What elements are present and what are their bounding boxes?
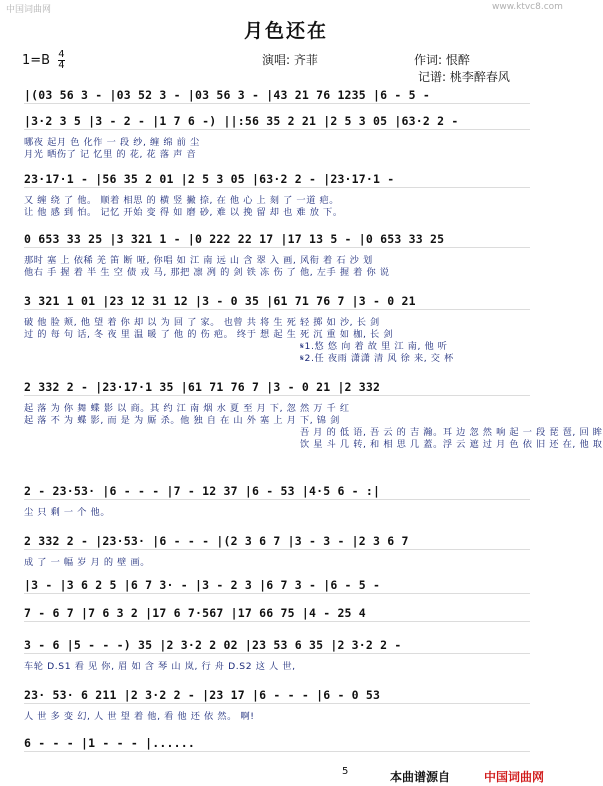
transcriber: 记谱: 桃李醉春风 [418, 70, 510, 84]
lyric-line: 尘 只 剩 一 个 他。 [24, 507, 111, 518]
watermark-right: www.ktvc8.com [492, 2, 563, 12]
page-number: 5 [342, 766, 349, 777]
lyric-line: 又 缠 绕 了 他。 顺着 相思 的 横 竖 撇 捺, 在 他 心 上 刻 了 一道 疤。 [24, 195, 340, 206]
beam-line [24, 549, 530, 550]
lyric-line: 哪夜 起月 色 化作 一 段 纱, 缠 绵 前 尘 [24, 137, 200, 148]
beam-line [24, 187, 530, 188]
notation-row-10: 7 - 6 7 |7 6 3 2 |17 6 7·567 |17 66 75 |4 - 25 4 [24, 606, 366, 620]
notation-row-5: 3 321 1 01 |23 12 31 12 |3 - 0 35 |61 71 76 7 |3 - 0 21 [24, 294, 416, 308]
footer-site-name: 中国词曲网 [484, 770, 545, 784]
notation-row-12: 23· 53· 6 211 |2 3·2 2 - |23 17 |6 - - - |6 - 0 53 [24, 688, 381, 702]
key-label: 1=B [22, 53, 51, 68]
beam-line [24, 653, 530, 654]
beam-line [24, 621, 530, 622]
time-bottom: 4 [58, 60, 65, 71]
beam-line [24, 395, 530, 396]
notation-row-1: |(03 56 3 - |03 52 3 - |03 56 3 - |43 21 76 1235 |6 - 5 - [24, 88, 431, 102]
notation-row-6: 2 332 2 - |23·17·1 35 |61 71 76 7 |3 - 0 21 |2 332 [24, 380, 381, 394]
beam-line [24, 499, 530, 500]
lyric-line: 成 了 一 幅 岁 月 的 壁 画。 [24, 557, 151, 568]
lyric-line: 人 世 多 变 幻, 人 世 望 着 他, 看 他 还 依 然。 啊! [24, 711, 255, 722]
lyric-line: 那时 塞 上 依稀 羌 笛 断 哑, 你唱 如 江 南 远 山 含 翠 入 画, 风衔 着 石 沙 划 [24, 255, 373, 266]
time-top: 4 [58, 49, 65, 60]
key-signature [22, 50, 65, 71]
song-title: 月色还在 [244, 20, 329, 42]
lyric-line: 吾 月 的 低 语, 吾 云 的 吉 瀚。耳 边 忽 然 响 起 一 段 琵 琶, 回 眸 [300, 427, 603, 438]
lyric-line: 让 他 感 到 怕。 记忆 开始 变 得 如 磨 砂, 难 以 挽 留 却 也 难 放 下。 [24, 207, 343, 218]
lyric-line: 起 落 不 为 蝶 影, 而 是 为 厮 杀。他 独 自 在 山 外 塞 上 月 下, 锦 剑 [24, 415, 340, 426]
lyric-line: 车轮 D.S1 看 见 你, 眉 如 含 琴 山 岚, 行 舟 D.S2 这 人 世, [24, 661, 296, 672]
time-signature [58, 50, 64, 71]
beam-line [24, 129, 530, 130]
notation-row-11: 3 - 6 |5 - - -) 35 |2 3·2 2 02 |23 53 6 35 |2 3·2 2 - [24, 638, 402, 652]
notation-row-8: 2 332 2 - |23·53· |6 - - - |(2 3 6 7 |3 - 3 - |2 3 6 7 [24, 534, 409, 548]
beam-line [24, 103, 530, 104]
notation-row-7: 2 - 23·53· |6 - - - |7 - 12 37 |6 - 53 |4·5 6 - :| [24, 484, 381, 498]
lyricist: 作词: 恨醉 [414, 53, 470, 67]
beam-line [24, 309, 530, 310]
notation-row-13: 6 - - - |1 - - - |...... [24, 736, 195, 750]
notation-row-3: 23·17·1 - |56 35 2 01 |2 5 3 05 |63·2 2 - |23·17·1 - [24, 172, 395, 186]
watermark-left: 中国词曲网 [6, 5, 52, 15]
lyric-line: 他右 手 握 着 半 生 空 债 戎 马, 那把 凛 冽 的 剑 铁 冻 伤 了 他, 左手 握 着 你 说 [24, 267, 390, 278]
beam-line [24, 593, 530, 594]
singer: 演唱: 齐菲 [262, 53, 318, 67]
lyric-line: 破 他 脸 颊, 他 望 着 你 却 以 为 回 了 家。 也曾 共 将 生 死 轻 掷 如 沙, 长 剑 [24, 317, 380, 328]
notation-row-9: |3 - |3 6 2 5 |6 7 3· - |3 - 2 3 |6 7 3 - |6 - 5 - [24, 578, 381, 592]
beam-line [24, 751, 530, 752]
beam-line [24, 703, 530, 704]
lyric-line: 饮 星 斗 几 转, 和 相 思 几 蓋。浮 云 遮 过 月 色 依 旧 还 在, 他 取 [300, 439, 603, 450]
notation-row-4: 0 653 33 25 |3 321 1 - |0 222 22 17 |17 13 5 - |0 653 33 25 [24, 232, 445, 246]
lyric-line: 过 的 每 句 话, 冬 夜 里 温 暖 了 他 的 伤 疤。 终于 想 起 生 死 沉 重 如 枷, 长 剑 [24, 329, 394, 340]
lyric-line: 起 落 为 你 舞 蝶 影 以 商。其 约 江 南 烟 水 夏 至 月 下, 忽 然 万 千 红 [24, 403, 350, 414]
lyric-line: 月光 晒伤了 记 忆里 的 花, 花 落 声 音 [24, 149, 197, 160]
notation-row-2: |3·2 3 5 |3 - 2 - |1 7 6 -) ||:56 35 2 21 |2 5 3 05 |63·2 2 - [24, 114, 459, 128]
lyric-line: 𝄋1.悠 悠 向 着 故 里 江 南, 他 听 [300, 341, 448, 352]
beam-line [24, 247, 530, 248]
footer-source-text: 本曲谱源自 [390, 770, 451, 784]
lyric-line: 𝄋2.任 夜雨 潇潇 清 风 徐 来, 交 杯 [300, 353, 454, 364]
